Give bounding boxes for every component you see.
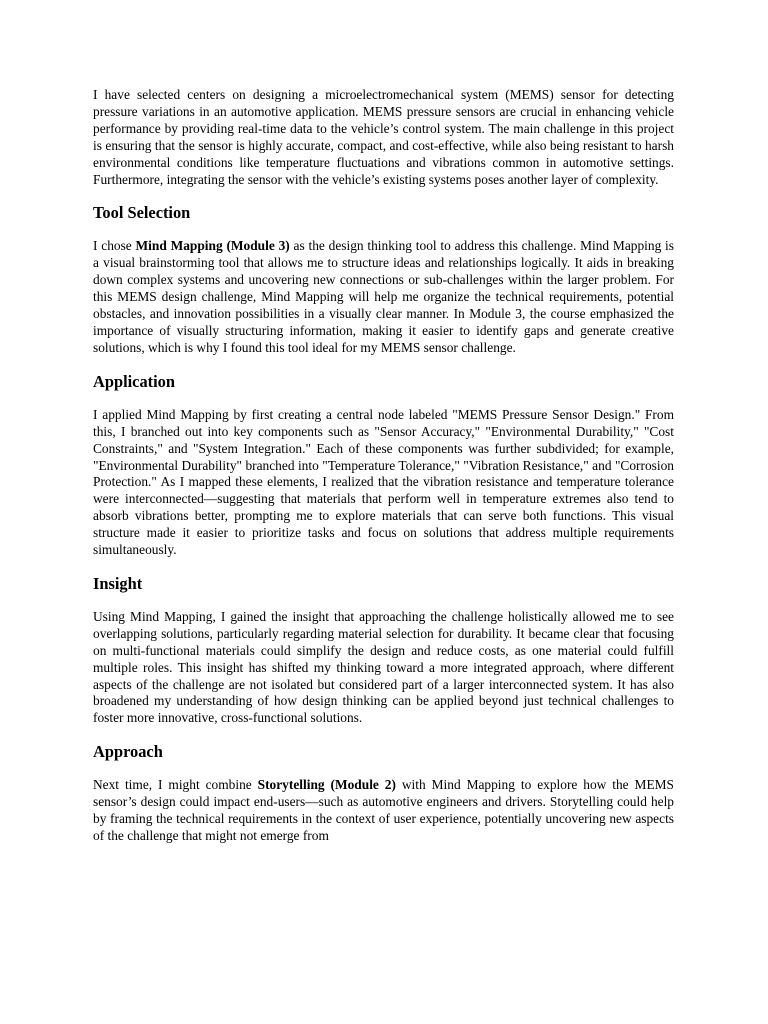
- approach-paragraph: [93, 777, 674, 845]
- document-page: [93, 87, 674, 845]
- approach-heading: Approach: [93, 742, 163, 762]
- tool-selection-rest: as the design thinking tool to address this challenge. Mind Mapping is a visual brainstorming tool that allows me to structure ideas and relationships logically. It aids in breaking down complex systems and uncovering new connections or sub-challenges within the larger problem. For this MEMS design challenge, Mind Mapping will help me organize the technical requirements, potential obstacles, and innovation possibilities in a visually clear manner. In Module 3, the course emphasized the importance of visually structuring information, making it easier to identify gaps and generate creative solutions, which is why I found this tool ideal for my MEMS sensor challenge.: [93, 238, 674, 355]
- insight-paragraph: Using Mind Mapping, I gained the insight that approaching the challenge holistically allowed me to see overlapping solutions, particularly regarding material selection for durability. It became clear that focusing on multi-functional materials could simplify the design and reduce costs, as one material could fulfill multiple roles. This insight has shifted my thinking toward a more integrated approach, where different aspects of the challenge are not isolated but considered part of a larger interconnected system. It has also broadened my understanding of how design thinking can be applied beyond just technical challenges to foster more innovative, cross-functional solutions.: [93, 608, 674, 726]
- application-paragraph: I applied Mind Mapping by first creating a central node labeled "MEMS Pressure Sensor Design." From this, I branched out into key components such as "Sensor Accuracy," "Environmental Durability," "Cost Constraints," and "System Integration." Each of these components was further subdivided; for example, "Environmental Durability" branched into "Temperature Tolerance," "Vibration Resistance," and "Corrosion Protection." As I mapped these elements, I realized that the vibration resistance and temperature tolerance were interconnected—suggesting that materials that perform well in temperature extremes also tend to absorb vibrations better, prompting me to explore materials that can serve both functions. This visual structure made it easier to prioritize tasks and focus on solutions that address multiple requirements simultaneously.: [93, 406, 674, 558]
- tool-selection-lead: I chose: [93, 238, 136, 254]
- tool-selection-paragraph: [93, 238, 674, 356]
- application-heading: Application: [93, 371, 175, 391]
- tool-selection-emphasis: Mind Mapping (Module 3): [135, 238, 290, 254]
- insight-heading: Insight: [93, 573, 143, 593]
- approach-emphasis: Storytelling (Module 2): [257, 777, 396, 793]
- tool-selection-heading: Tool Selection: [93, 203, 191, 223]
- approach-rest: with Mind Mapping to explore how the MEMS sensor’s design could impact end-users—such as automotive engineers and drivers. Storytelling could help by framing the technical requirements in the context of user experience, potentially uncovering new aspects of the challenge that might not emerge from: [93, 777, 674, 843]
- intro-paragraph: I have selected centers on designing a microelectromechanical system (MEMS) sensor for detecting pressure variations in an automotive application. MEMS pressure sensors are crucial in enhancing vehicle performance by providing real-time data to the vehicle’s control system. The main challenge in this project is ensuring that the sensor is highly accurate, compact, and cost-effective, while also being resistant to harsh environmental conditions like temperature fluctuations and vibrations common in automotive settings. Furthermore, integrating the sensor with the vehicle’s existing systems poses another layer of complexity.: [93, 87, 674, 187]
- approach-lead: Next time, I might combine: [93, 777, 258, 793]
